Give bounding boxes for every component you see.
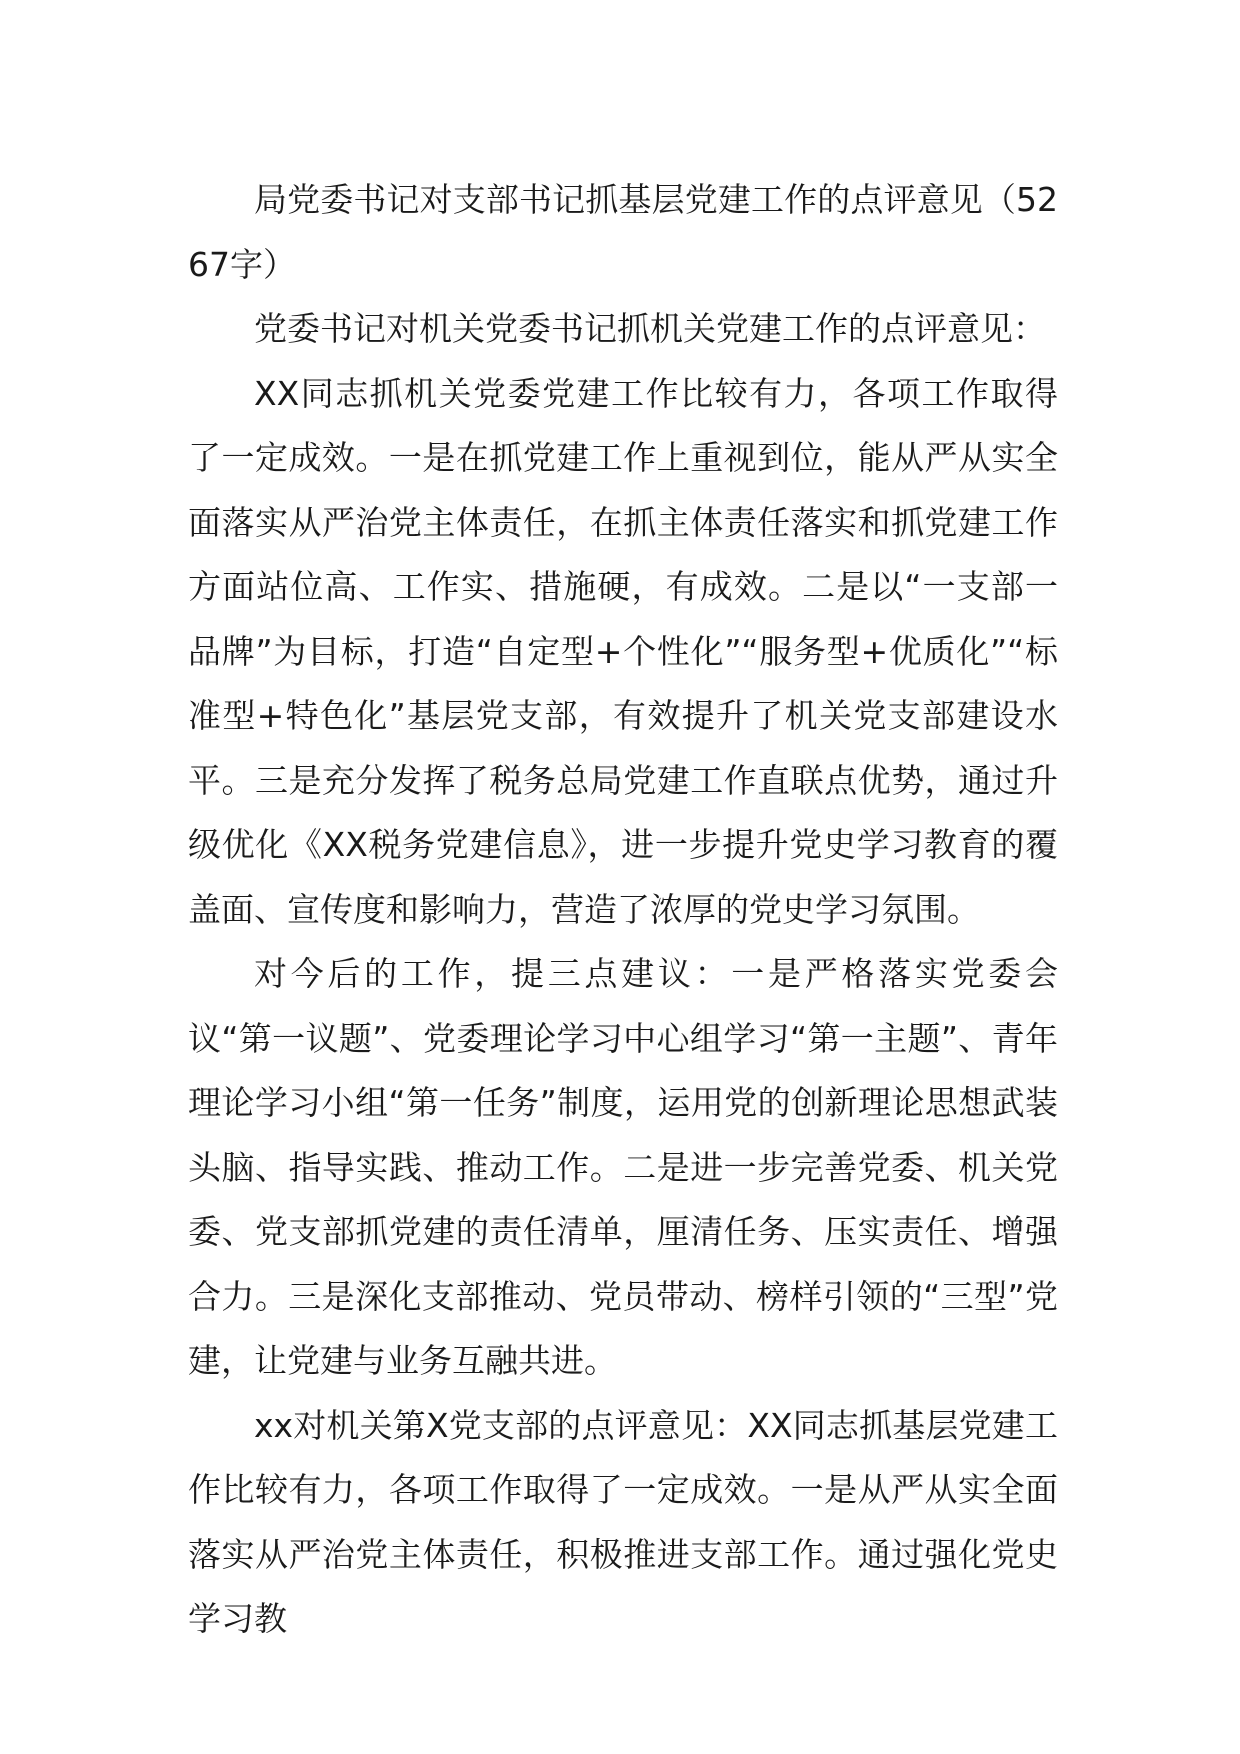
document-body xyxy=(188,168,1058,1652)
document-title: 局党委书记对支部书记抓基层党建工作的点评意见（5267字） xyxy=(188,180,1058,284)
paragraph-2: XX同志抓机关党委党建工作比较有力，各项工作取得了一定成效。一是在抓党建工作上重视到位，能从严从实全面落实从严治党主体责任，在抓主体责任落实和抓党建工作方面站位高、工作实、措施硬，有成效。二是以“一支部一品牌”为目标，打造“自定型+个性化”“服务型+优质化”“标准型+特色化”基层党支部，有效提升了机关党支部建设水平。三是充分发挥了税务总局党建工作直联点优势，通过升级优化《XX税务党建信息》，进一步提升党史学习教育的覆盖面、宣传度和影响力，营造了浓厚的党史学习氛围。 xyxy=(188,373,1058,929)
paragraph-1: 党委书记对机关党委书记抓机关党建工作的点评意见： xyxy=(254,309,1046,348)
paragraph-3: 对今后的工作，提三点建议：一是严格落实党委会议“第一议题”、党委理论学习中心组学习“第一主题”、青年理论学习小组“第一任务”制度，运用党的创新理论思想武装头脑、指导实践、推动工作。二是进一步完善党委、机关党委、党支部抓党建的责任清单，厘清任务、压实责任、增强合力。三是深化支部推动、党员带动、榜样引领的“三型”党建，让党建与业务互融共进。 xyxy=(188,954,1058,1380)
paragraph-4: xx对机关第X党支部的点评意见：XX同志抓基层党建工作比较有力，各项工作取得了一定成效。一是从严从实全面落实从严治党主体责任，积极推进支部工作。通过强化党史学习教 xyxy=(188,1405,1058,1638)
